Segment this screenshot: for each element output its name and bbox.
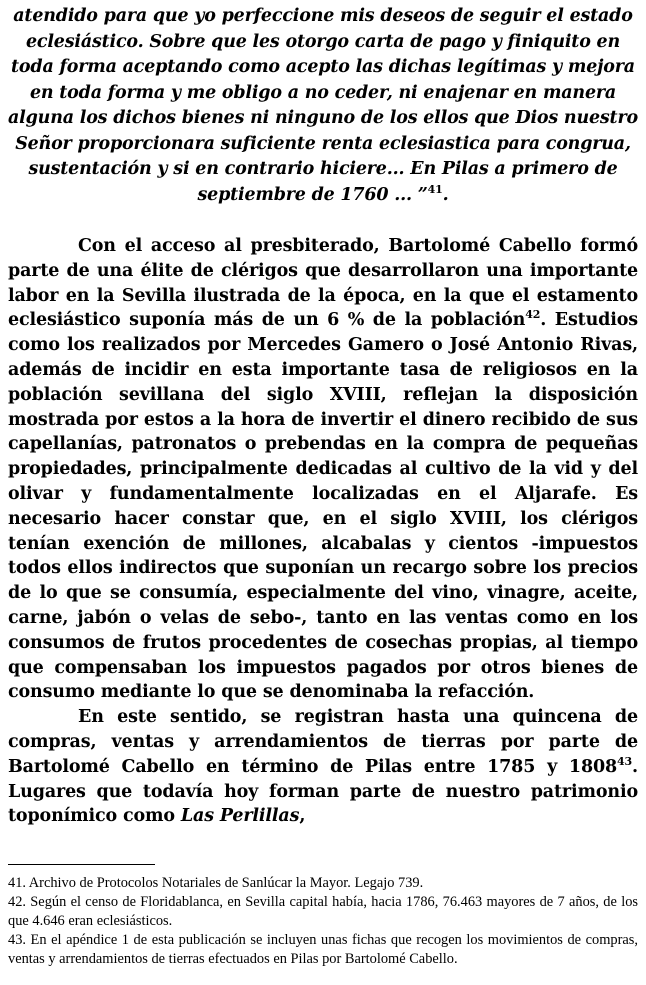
paragraph-2 bbox=[8, 705, 638, 829]
footnote-divider bbox=[8, 864, 155, 865]
paragraph-1-text-a: Con el acceso al presbiterado, Bartolomé Cabello formó parte de una élite de clérigos que desarrollaron una importante labor en la Sevilla ilustrada de la época, en la que el estamento eclesiástico suponía más de un 6 % de la población bbox=[8, 236, 638, 331]
footnote-42: 42. Según el censo de Floridablanca, en Sevilla capital había, hacia 1786, 76.463 mayores de 7 años, de los que 4.646 eran eclesiásticos. bbox=[8, 894, 638, 929]
footnote-41: 41. Archivo de Protocolos Notariales de Sanlúcar la Mayor. Legajo 739. bbox=[8, 875, 424, 891]
footnote-ref-43[interactable]: 43 bbox=[617, 754, 633, 768]
paragraph-2-text-c: , bbox=[299, 806, 306, 827]
paragraph-1-text-b: . Estudios como los realizados por Mercedes Gamero o José Antonio Rivas, además de incidir en esta importante tasa de religiosos en la población sevillana del siglo XVIII, reflejan la disposición mostrada por estos a la hora de invertir el dinero recibido de sus capellanías, patronatos o prebendas en la compra de pequeñas propiedades, principalmente dedicadas al cultivo de la vid y del olivar y fundamentalmente localizadas en el Aljarafe. Es necesario hacer constar que, en el siglo XVIII, los clérigos tenían exención de millones, alcabalas y cientos -impuestos todos ellos indirectos que suponían un recargo sobre los precios de lo que se consumía, especialmente del vino, vinagre, aceite, carne, jabón o velas de sebo-, tanto en las ventas como en los consumos de frutos procedentes de cosechas propias, al tiempo que compensaban los impuestos pagados por otros bienes de consumo mediante lo que se denominaba la refacción. bbox=[8, 310, 638, 703]
quote-end: . bbox=[442, 184, 449, 205]
paragraph-2-text-a: En este sentido, se registran hasta una quincena de compras, ventas y arrendamientos de tierras por parte de Bartolomé Cabello en término de Pilas entre 1785 y 1808 bbox=[8, 707, 638, 777]
footnotes bbox=[8, 874, 638, 969]
place-name-italic: Las Perlillas bbox=[180, 806, 300, 827]
footnote-ref-41[interactable]: 41 bbox=[427, 182, 443, 196]
quoted-document bbox=[8, 4, 638, 208]
footnote-ref-42[interactable]: 42 bbox=[525, 308, 541, 322]
paragraph-1 bbox=[8, 234, 638, 705]
quote-text: atendido para que yo perfeccione mis deseos de seguir el estado eclesiástico. Sobre que les otorgo carta de pago y finiquito en toda forma aceptando como acepto las dichas legítimas y mejora en toda forma y me obligo a no ceder, ni enajenar en manera alguna los dichos bienes ni ninguno de los ellos que Dios nuestro Señor proporcionara suficiente renta eclesiastica para congrua, sustentación y si en contrario hiciere... En Pilas a primero de septiembre de 1760 ... ” bbox=[8, 6, 638, 205]
page-body bbox=[8, 4, 638, 829]
paragraph-2-text-b: . Lugares que todavía hoy forman parte de nuestro patrimonio toponímico como bbox=[8, 756, 638, 827]
footnote-43: 43. En el apéndice 1 de esta publicación se incluyen unas fichas que recogen los movimientos de compras, ventas y arrendamientos de tierras efectuados en Pilas por Bartolomé Cabello. bbox=[8, 932, 638, 967]
